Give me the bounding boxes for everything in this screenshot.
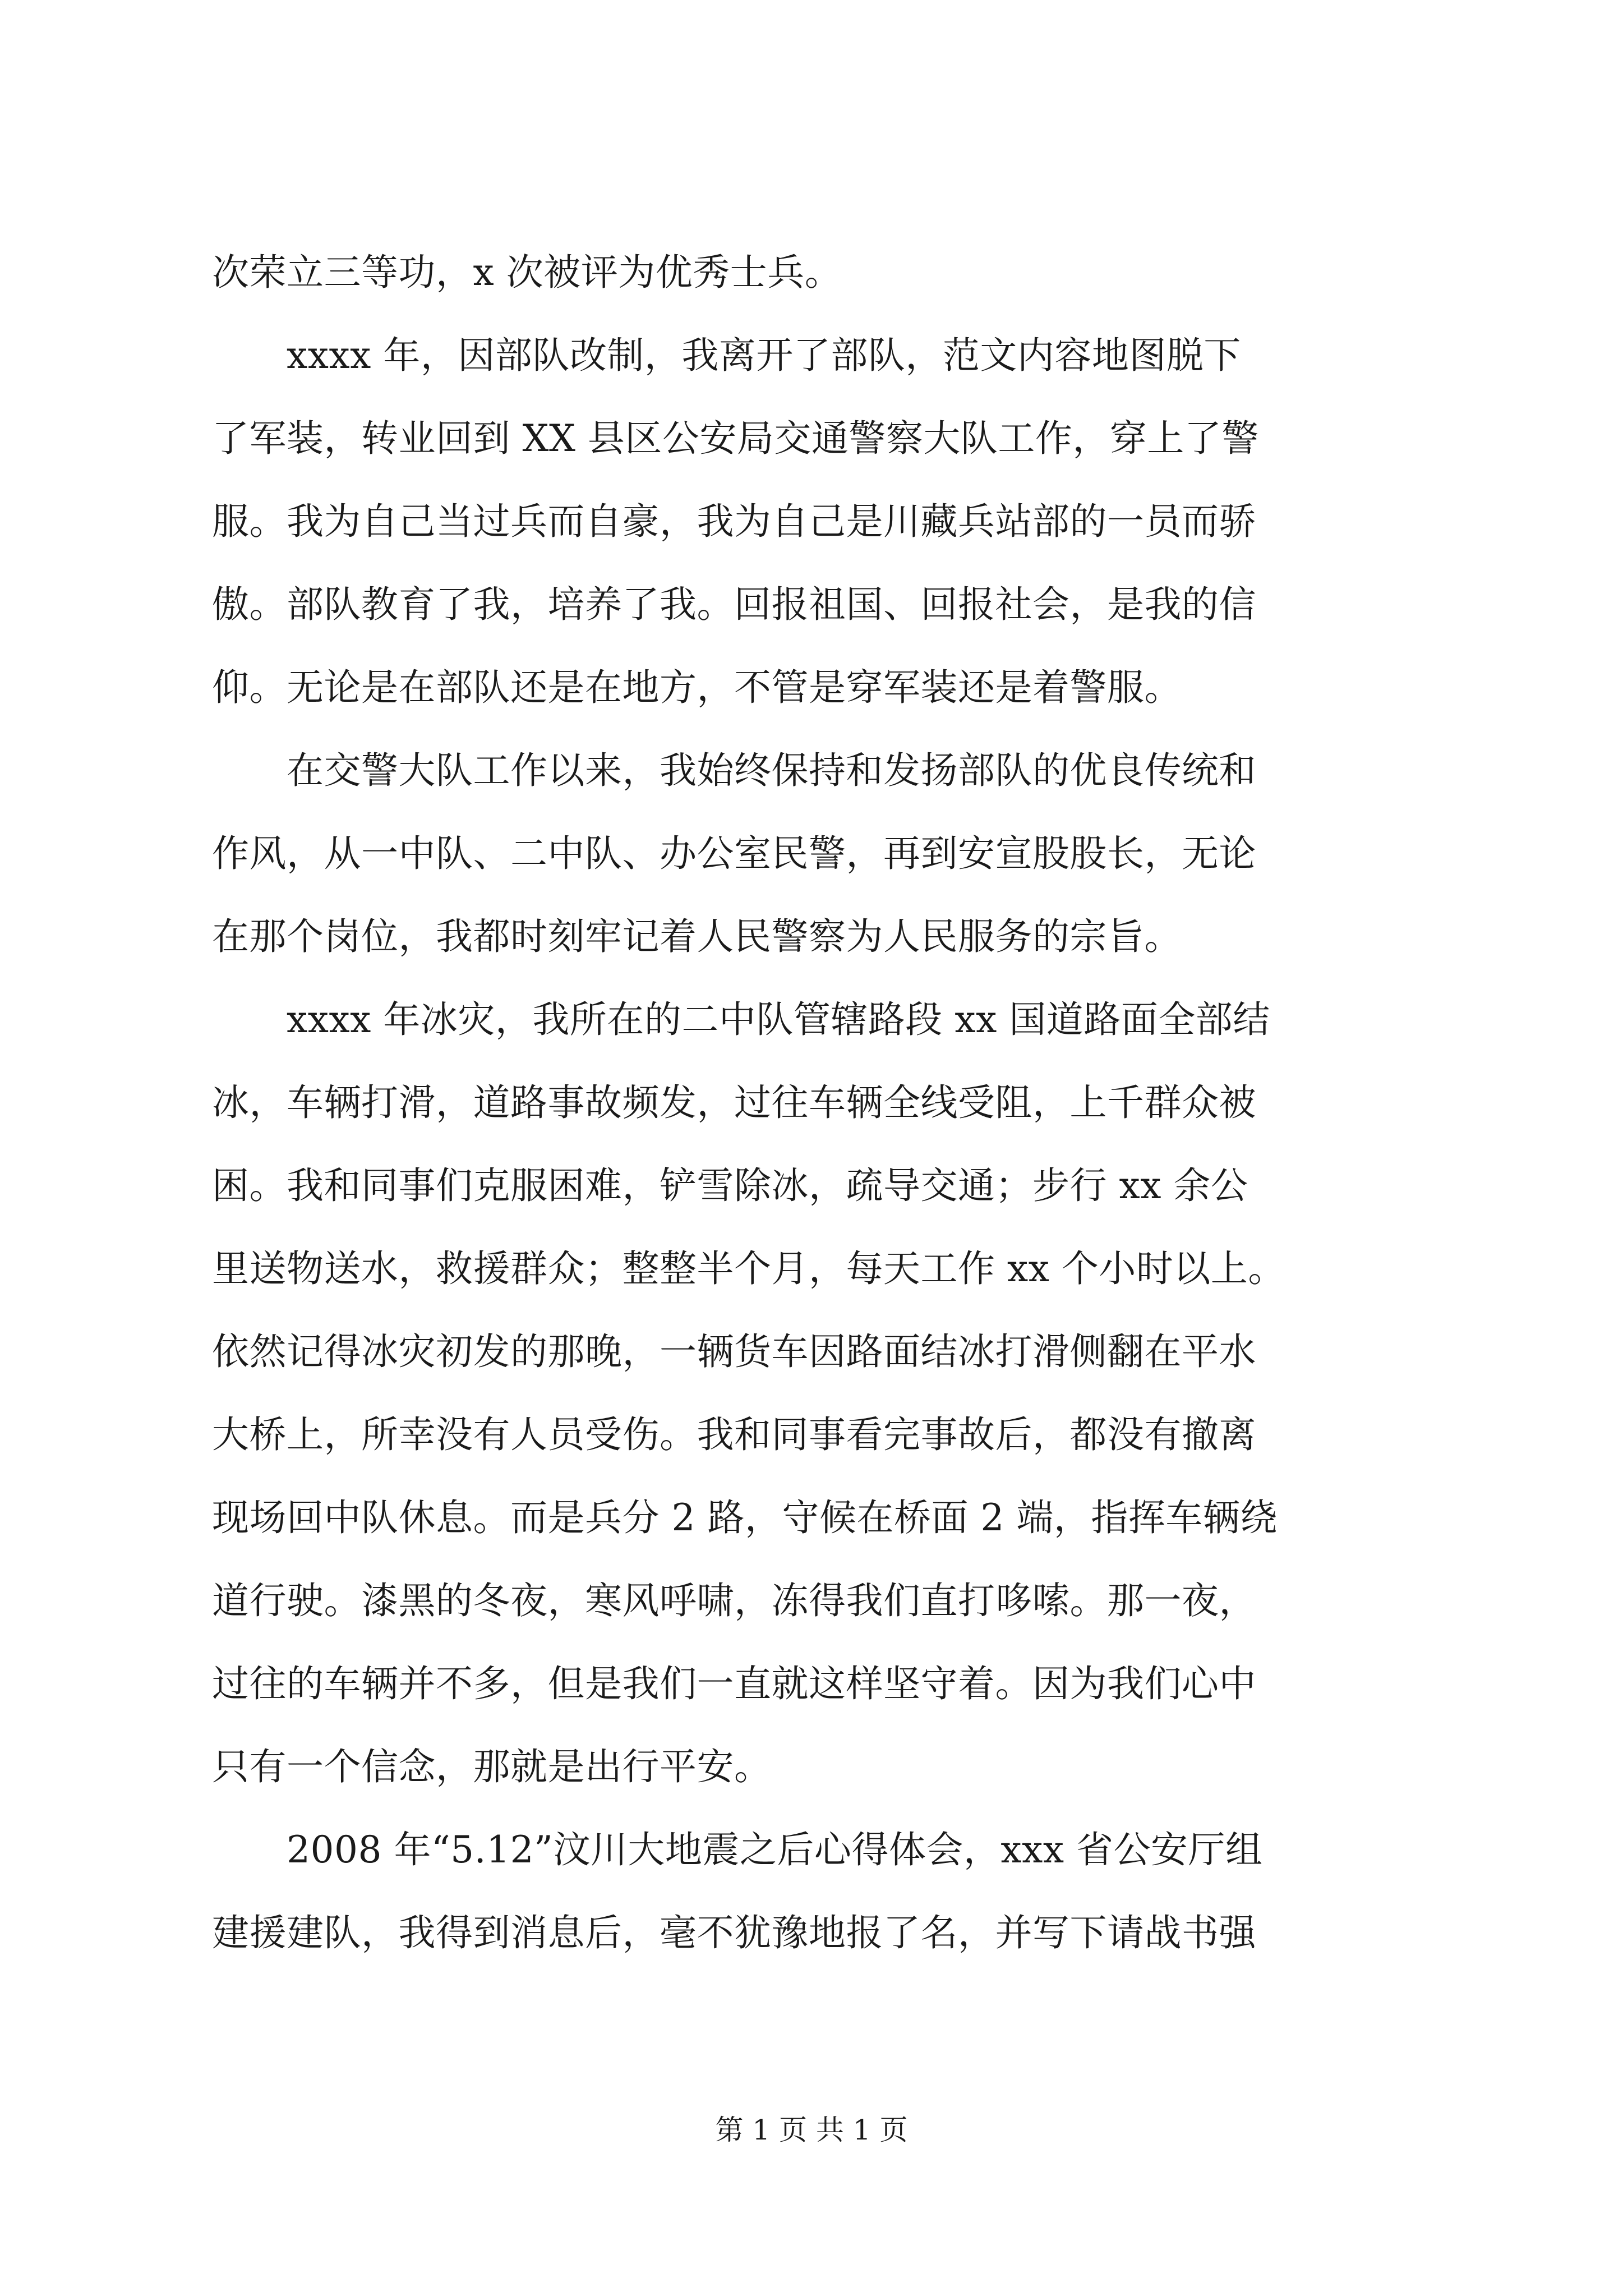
- text-line: 冰，车辆打滑，道路事故频发，过往车辆全线受阻，上千群众被: [212, 1081, 1256, 1124]
- text-line: 服。我为自己当过兵而自豪，我为自己是川藏兵站部的一员而骄: [212, 500, 1256, 543]
- text-line: 傲。部队教育了我，培养了我。回报祖国、回报社会，是我的信: [212, 583, 1256, 626]
- page-footer: 第 1 页 共 1 页: [715, 2114, 908, 2146]
- text-line: xxxx 年冰灾，我所在的二中队管辖路段 xx 国道路面全部结: [212, 998, 1270, 1041]
- text-line: xxxx 年，因部队改制，我离开了部队，范文内容地图脱下: [212, 334, 1241, 377]
- text-line: 作风，从一中队、二中队、办公室民警，再到安宣股股长，无论: [212, 832, 1256, 875]
- text-line: 2008 年“5.12”汶川大地震之后心得体会，xxx 省公安厅组: [212, 1828, 1263, 1871]
- text-line: 仰。无论是在部队还是在地方，不管是穿军装还是着警服。: [212, 666, 1182, 709]
- text-line: 里送物送水，救援群众；整整半个月，每天工作 xx 个小时以上。: [212, 1247, 1285, 1290]
- text-line: 建援建队，我得到消息后，毫不犹豫地报了名，并写下请战书强: [212, 1911, 1256, 1954]
- text-line: 困。我和同事们克服困难，铲雪除冰，疏导交通；步行 xx 余公: [212, 1164, 1248, 1207]
- text-line: 道行驶。漆黑的冬夜，寒风呼啸，冻得我们直打哆嗦。那一夜，: [212, 1579, 1256, 1622]
- text-line: 现场回中队休息。而是兵分 2 路，守候在桥面 2 端，指挥车辆绕: [212, 1496, 1278, 1539]
- body-text: [212, 231, 1412, 1975]
- text-line: 大桥上，所幸没有人员受伤。我和同事看完事故后，都没有撤离: [212, 1413, 1256, 1456]
- text-line: 了军装，转业回到 XX 县区公安局交通警察大队工作，穿上了警: [212, 417, 1259, 460]
- text-line: 在那个岗位，我都时刻牢记着人民警察为人民服务的宗旨。: [212, 915, 1182, 958]
- text-line: 只有一个信念，那就是出行平安。: [212, 1745, 772, 1788]
- text-line: 在交警大队工作以来，我始终保持和发扬部队的优良传统和: [212, 749, 1256, 792]
- text-line: 依然记得冰灾初发的那晚，一辆货车因路面结冰打滑侧翻在平水: [212, 1330, 1256, 1373]
- text-line: 次荣立三等功，x 次被评为优秀士兵。: [212, 251, 842, 294]
- text-line: 过往的车辆并不多，但是我们一直就这样坚守着。因为我们心中: [212, 1662, 1256, 1705]
